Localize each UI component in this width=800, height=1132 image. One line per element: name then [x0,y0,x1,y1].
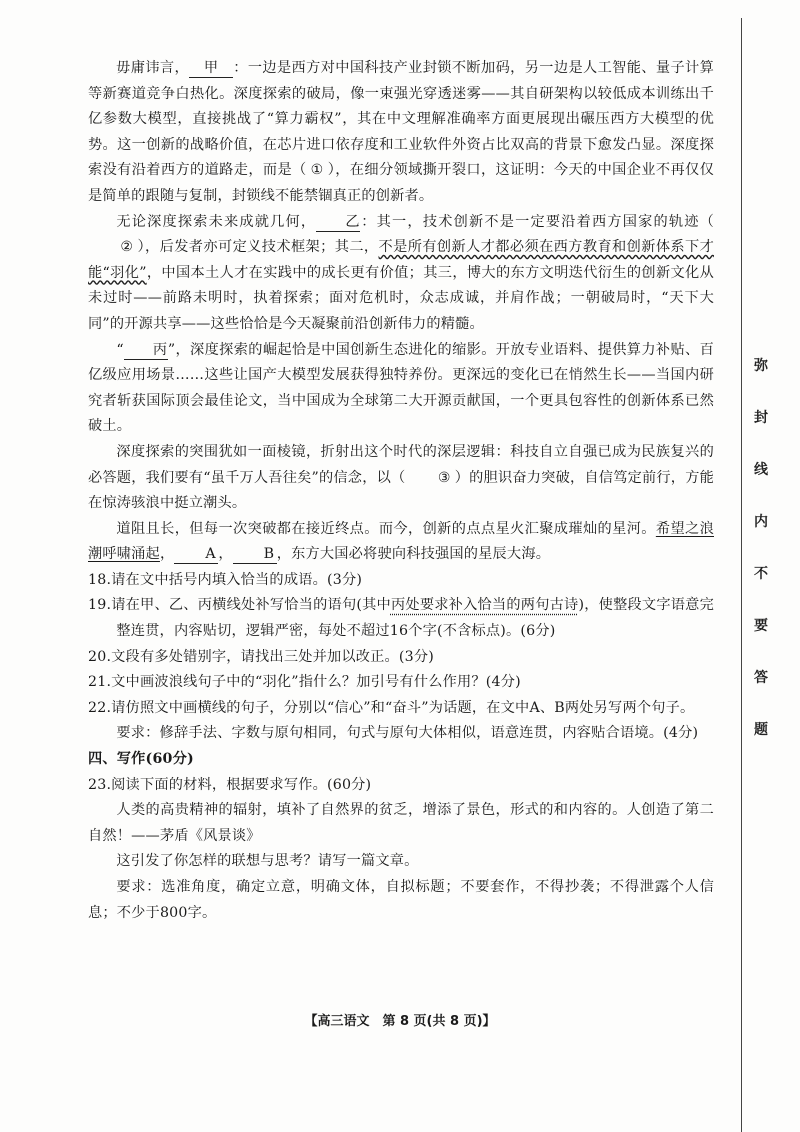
text: ， [159,546,175,563]
paragraph-4 [88,440,714,517]
text: 无论深度探索未来成就几何， [116,213,317,230]
text: ）的胆识奋力突破，自信笃定前行，方能在惊涛骇浪中挺立潮头。 [88,469,714,512]
text: ”，深度探索的崛起恰是中国创新生态进化的缩影。开放专业语料、提供算力补贴、百亿级应用场景……这些让国产大模型发展获得独特养份。更深远的变化已在悄然生长——当国内研究者斩获国际顶会最佳论文，当中国成为全球第二大开源贡献国，一个更具包容性的创新体系已然破土。 [88,341,714,435]
page-footer: 【高三语文 第 8 页(共 8 页)】 [304,1014,496,1029]
dotted-emphasis: 丙处要求补入恰当的两句古诗 [390,597,579,614]
question-22-requirements: 要求：修辞手法、字数与原句相同，句式与原句大体相似，语意连贯，内容贴合语境。(4分) [116,725,699,742]
seal-char: 线 [754,462,768,478]
text: 道阻且长，但每一次突破都在接近终点。而今，创新的点点星火汇聚成璀灿的星河。 [116,520,656,537]
blank-bing[interactable]: 丙 [124,341,168,360]
text: 19.请在甲、乙、丙横线处补写恰当的语句(其中 [88,597,391,614]
text: ），在细分领域撕开裂口，这证明：今天的中国企业不再仅仅是简单的跟随与复制，封锁线不能禁锢真正的创新者。 [88,162,714,204]
seal-notice [749,355,773,771]
paragraph-1 [88,56,714,210]
writing-prompt: 这引发了你怎样的联想与思考？请写一篇文章。 [116,853,419,870]
slot-3[interactable]: ③ [437,469,451,486]
question-20: 20.文段有多处错别字，请找出三处并加以改正。(3分) [88,648,434,665]
seal-line [741,18,742,1132]
slot-1[interactable]: ① [310,162,324,179]
seal-char: 弥 [754,358,768,374]
text: ），后发者亦可定义技术框架；其二， [137,239,379,256]
seal-char: 答 [754,670,768,686]
paragraph-5 [88,517,714,568]
question-22: 22.请仿照文中画横线的句子，分别以“信心”和“奋斗”为话题，在文中A、B两处另写两个句子。 [88,699,695,716]
seal-char: 要 [754,618,768,634]
question-21: 21.文中画波浪线句子中的“羽化”指什么？加引号有什么作用？(4分) [88,674,521,691]
slot-2[interactable]: ② [120,239,134,256]
blank-yi[interactable]: 乙 [316,213,360,232]
writing-section-title: 四、写作(60分) [88,751,194,768]
question-23: 23.阅读下面的材料，根据要求写作。(60分) [88,776,372,793]
text: 毋庸讳言， [116,60,190,76]
text: )，使整段文字语意完整连贯，内容贴切，逻辑严密，每处不超过16个字(不含标点)。(6分) [116,597,714,640]
underlined-sentence: 希望之浪潮呼啸涌起 [88,520,714,563]
text: ：其一，技术创新不是一定要沿着西方国家的轨迹（ [360,213,714,230]
question-19 [88,593,714,644]
question-18: 18.请在文中括号内填入恰当的成语。(3分) [88,571,363,588]
text: ， [218,546,233,563]
seal-char: 内 [754,514,768,530]
exam-page [88,56,714,926]
text: ：一边是西方对中国科技产业封锁不断加码，另一边是人工智能、量子计算等新赛道竞争白热化。深度探索的破局，像一束强光穿透迷雾——其自研架构以较低成本训练出千亿参数大模型，直接挑战了“算力霸权”，其在中文理解准确率方面更展现出碾压西方大模型的优势。这一创新的战略价值，在芯片进口依存度和工业软件外资占比双高的背景下愈发凸显。深度探索没有沿着西方的道路走，而是（ [88,60,714,179]
text: ，东方大国必将驶向科技强国的星辰大海。 [276,546,551,563]
wavy-underlined-sentence: 不是所有创新人才都必须在西方教育和创新体系下才能“羽化” [88,239,714,281]
writing-requirements: 要求：选准角度，确定立意，明确文体，自拟标题；不要套作，不得抄袭；不得泄露个人信息；不少于800字。 [88,879,714,921]
seal-char: 不 [754,566,768,582]
paragraph-3 [88,338,714,440]
blank-b[interactable]: B [233,545,277,564]
blank-jia[interactable]: 甲 [189,59,233,78]
writing-material: 人类的高贵精神的辐射，填补了自然界的贫乏，增添了景色，形式的和内容的。人创造了第二自然！——茅盾《风景谈》 [88,802,714,844]
paragraph-2 [88,210,714,338]
text: 深度探索的突围犹如一面棱镜，折射出这个时代的深层逻辑：科技自立自强已成为民族复兴的必答题，我们要有“虽千万人吾往矣”的信念，以（ [88,443,714,486]
text: ，中国本土人才在实践中的成长更有价值；其三，博大的东方文明迭代衍生的创新文化从未过时——前路未明时，执着探索；面对危机时，众志成诚，并肩作战；一朝破局时，“天下大同”的开源共享——这些恰恰是今天凝聚前沿创新伟力的精髓。 [88,264,714,332]
seal-char: 封 [754,410,768,426]
seal-char: 题 [754,722,768,738]
text: “ [116,341,124,358]
blank-a[interactable]: A [174,545,218,564]
